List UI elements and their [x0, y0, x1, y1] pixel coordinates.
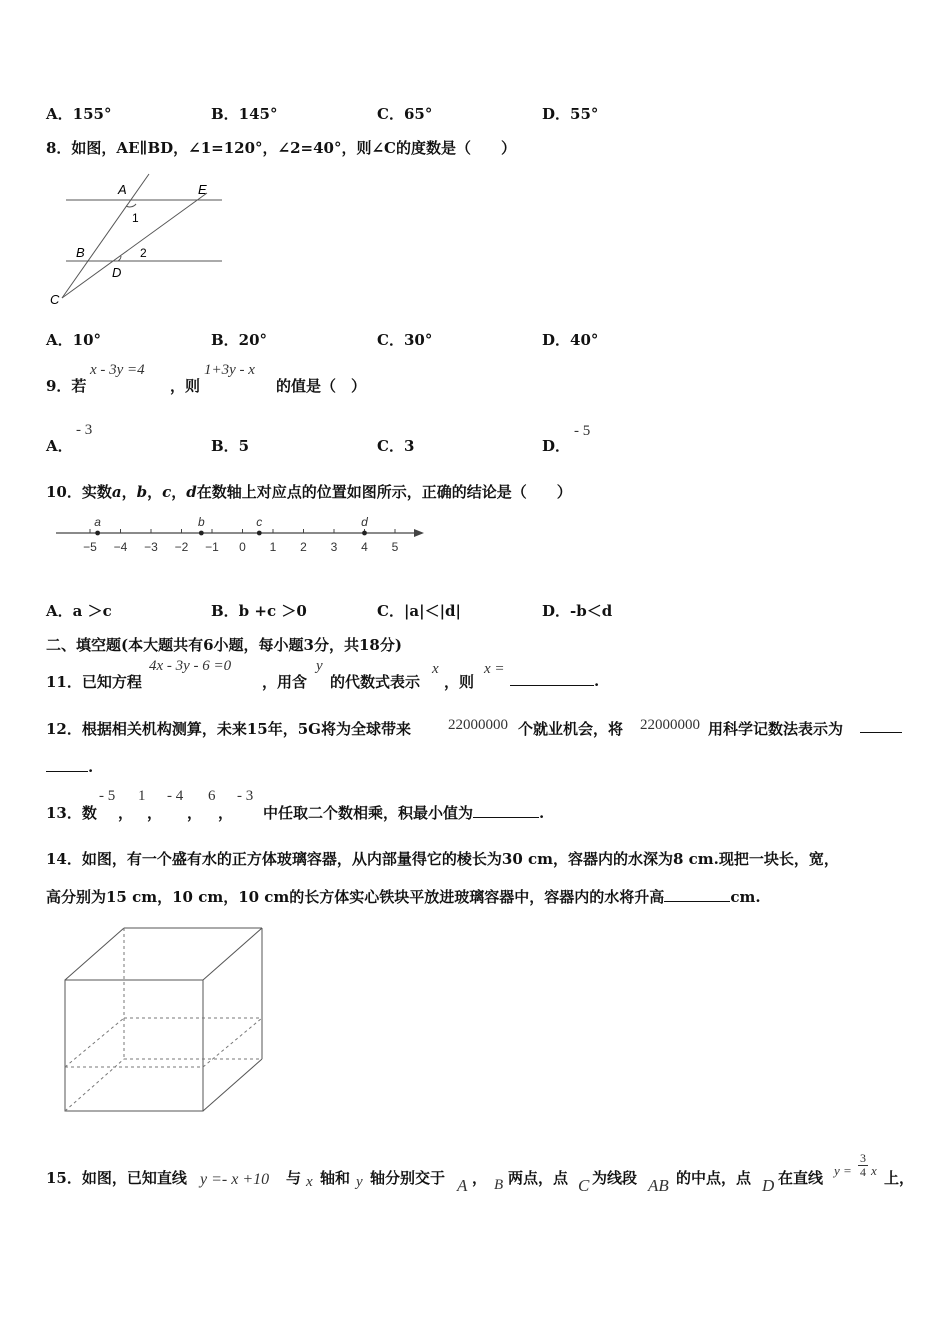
q15-t1: 与	[286, 1169, 302, 1187]
q9-number: 9．若	[46, 377, 87, 395]
cube-front-face	[65, 980, 203, 1111]
q13-n3: - 4	[167, 788, 184, 804]
q15-t4: ，	[472, 1169, 488, 1187]
q15-A: A	[457, 1176, 468, 1195]
point-label-c: c	[256, 515, 263, 529]
q13-s1: ，	[118, 804, 134, 822]
q12-n2: 22000000	[640, 717, 700, 733]
q8-option-d: D．40°	[542, 331, 599, 349]
q9-option-a-value: - 3	[76, 422, 93, 438]
axis-tick-label: 0	[239, 540, 246, 554]
q9-end: 的值是（ ）	[276, 377, 367, 395]
q9-option-b: B．5	[211, 437, 250, 455]
axis-arrow	[414, 529, 424, 537]
q12-blank-2[interactable]	[46, 757, 88, 772]
q15-frac-num: 3	[860, 1151, 866, 1165]
q10-option-b: B．b +c ＞0	[211, 602, 307, 620]
point-c	[257, 531, 262, 536]
label-c: C	[50, 292, 60, 307]
q8-figure	[46, 170, 226, 310]
q9-option-d-value: - 5	[574, 423, 591, 439]
q15-eq1: y =- x +10	[200, 1171, 270, 1188]
q15-eq2-x: x	[871, 1163, 877, 1178]
q15-t5: 两点，点	[508, 1169, 569, 1187]
label-d: D	[112, 265, 122, 280]
section-2-heading: 二、填空题(本大题共有6小题，每小题3分，共18分)	[46, 636, 402, 654]
q15-pre: 15．如图，已知直线	[46, 1169, 187, 1187]
point-a	[95, 531, 100, 536]
q13-s4: ，	[218, 804, 234, 822]
q15-frac-den: 4	[860, 1165, 866, 1179]
q15-C: C	[578, 1176, 590, 1195]
axis-tick-label: 4	[361, 540, 368, 554]
q13-n2: 1	[138, 788, 146, 804]
q9-mid: ，则	[170, 377, 201, 395]
q7-option-d: D．55°	[542, 105, 599, 123]
q15-y: y	[356, 1174, 363, 1190]
q11-mid2: 的代数式表示	[330, 673, 421, 691]
axis-tick-label: 3	[330, 540, 338, 554]
label-1: 1	[132, 211, 139, 225]
q9-option-c: C．3	[377, 437, 415, 455]
axis-tick-label: 5	[391, 540, 399, 554]
cube-edge-tr	[203, 928, 262, 980]
q11-x: x	[432, 661, 439, 677]
q13-n4: 6	[208, 788, 216, 804]
q13-n1: - 5	[99, 788, 116, 804]
q10-option-d: D．-b＜d	[542, 602, 613, 620]
q11-answer: .	[510, 671, 599, 690]
q12-pre: 12．根据相关机构测算，未来15年，5G将为全球带来	[46, 720, 411, 738]
q8-stem: 8．如图，AE∥BD，∠1=120°，∠2=40°，则∠C的度数是（ ）	[46, 139, 516, 157]
point-b	[199, 531, 204, 536]
q15-D: D	[762, 1176, 775, 1195]
q14-line-1: 14．如图，有一个盛有水的正方体玻璃容器，从内部量得它的棱长为30 cm，容器内的水深为8 cm.现把一块长，宽，	[46, 850, 839, 868]
label-b: B	[76, 245, 85, 260]
q15-B: B	[494, 1177, 504, 1193]
q14-line-2: 高分别为15 cm，10 cm，10 cm的长方体实心铁块平放进玻璃容器中，容器内的水将升高 cm.	[46, 888, 761, 906]
q15-t7: 的中点，点	[676, 1169, 752, 1187]
q10-option-c: C．|a|＜|d|	[377, 602, 461, 620]
axis-tick-label: −1	[205, 540, 219, 554]
point-d	[362, 531, 367, 536]
q15-t3: 轴分别交于	[370, 1169, 446, 1187]
q7-option-b: B．145°	[211, 105, 278, 123]
q15-x: x	[306, 1174, 313, 1190]
label-2: 2	[140, 246, 147, 260]
axis-tick-label: 2	[300, 540, 307, 554]
q13-post: 中任取二个数相乘，积最小值为 .	[263, 804, 545, 822]
label-e: E	[198, 182, 207, 197]
q10-option-a: A．a ＞c	[46, 602, 112, 620]
point-label-b: b	[197, 515, 205, 529]
label-a: A	[118, 182, 127, 197]
q15-fraction	[858, 1152, 868, 1179]
line-ac	[62, 174, 149, 298]
q8-option-b: B．20°	[211, 331, 268, 349]
q9-option-a-label: A．	[46, 437, 73, 455]
q14-answer-blank[interactable]	[664, 887, 730, 902]
q11-pre: 11．已知方程	[46, 673, 142, 691]
cube-edge-br	[203, 1059, 262, 1111]
q10-stem: 10．实数a，b，c，d在数轴上对应点的位置如图所示，正确的结论是（ ）	[46, 483, 572, 501]
point-label-a: a	[94, 515, 101, 529]
q13-s2: ，	[147, 804, 163, 822]
cube-edge-tl	[65, 928, 124, 980]
water-right	[203, 1018, 262, 1067]
axis-tick-label: −3	[144, 540, 158, 554]
q12-n1: 22000000	[448, 717, 508, 733]
q9-condition: x - 3y =4	[90, 362, 145, 378]
q12-blank-2-wrap: .	[46, 757, 93, 776]
q15-t2: 轴和	[320, 1169, 351, 1187]
q12-post: 用科学记数法表示为	[708, 720, 844, 738]
q9-expression: 1+3y - x	[204, 362, 255, 378]
axis-labels	[83, 540, 399, 554]
q13-answer-blank[interactable]	[473, 803, 539, 818]
axis-tick-label: −2	[174, 540, 189, 554]
q9-option-d-label: D．	[542, 437, 571, 455]
axis-tick-label: −4	[113, 540, 128, 554]
q15-t6: 为线段	[592, 1169, 638, 1187]
axis-tick-label: 1	[269, 540, 277, 554]
q12-mid: 个就业机会，将	[518, 720, 624, 738]
q7-option-a: A．155°	[46, 105, 112, 123]
axis-points	[94, 515, 368, 535]
q15-eq2-lhs: y =	[834, 1163, 852, 1178]
q13-s3: ，	[187, 804, 203, 822]
q11-mid1: ，用含	[262, 673, 308, 691]
q14-cube-figure	[56, 922, 274, 1120]
q10-number-line	[50, 512, 430, 560]
water-left	[65, 1018, 124, 1067]
q11-y: y	[316, 658, 323, 674]
q8-option-a: A．10°	[46, 331, 102, 349]
q11-equation: 4x - 3y - 6 =0	[149, 658, 232, 674]
q15-t9: 上，	[884, 1169, 915, 1187]
q11-answer-blank[interactable]	[510, 671, 594, 686]
q7-option-c: C．65°	[377, 105, 433, 123]
q15-AB: AB	[648, 1176, 669, 1195]
q8-option-c: C．30°	[377, 331, 433, 349]
q15-t8: 在直线	[778, 1169, 824, 1187]
q13-n5: - 3	[237, 788, 254, 804]
q11-mid3: ，则	[444, 673, 475, 691]
q11-lhs: x =	[484, 661, 505, 677]
q13-pre: 13．数	[46, 804, 97, 822]
axis-tick-label: −5	[83, 540, 97, 554]
q12-blank-1[interactable]	[860, 718, 902, 737]
point-label-d: d	[361, 515, 368, 529]
